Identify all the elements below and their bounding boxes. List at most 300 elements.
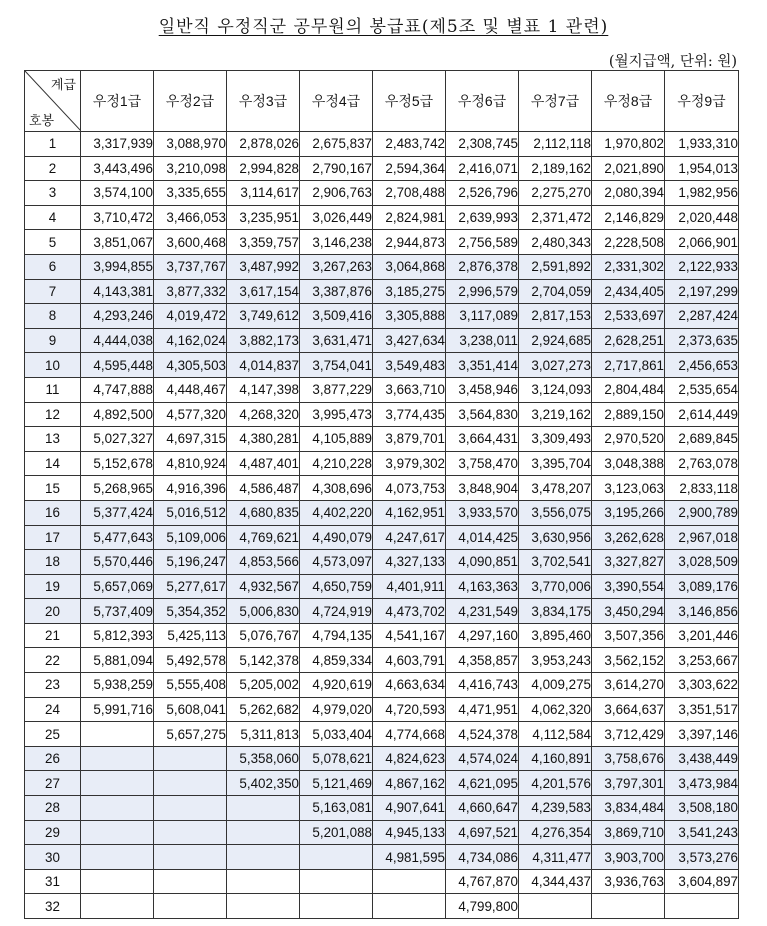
salary-cell: 3,549,483 <box>373 353 446 378</box>
salary-cell <box>373 869 446 894</box>
salary-cell: 3,235,951 <box>227 205 300 230</box>
salary-cell: 3,737,767 <box>154 254 227 279</box>
salary-cell: 4,810,924 <box>154 451 227 476</box>
salary-cell: 3,253,667 <box>665 648 739 673</box>
salary-cell: 2,900,789 <box>665 500 739 525</box>
salary-cell: 2,371,472 <box>519 205 592 230</box>
table-row <box>25 304 739 329</box>
salary-cell: 4,090,851 <box>446 550 519 575</box>
step-cell: 26 <box>25 746 81 771</box>
salary-cell: 2,628,251 <box>592 328 665 353</box>
salary-cell: 3,114,617 <box>227 181 300 206</box>
salary-cell <box>592 894 665 919</box>
salary-cell: 3,995,473 <box>300 402 373 427</box>
salary-cell <box>300 845 373 870</box>
column-header: 우정4급 <box>300 71 373 132</box>
salary-cell <box>227 820 300 845</box>
salary-cell: 5,163,081 <box>300 796 373 821</box>
salary-cell: 3,770,006 <box>519 574 592 599</box>
step-cell: 2 <box>25 156 81 181</box>
salary-cell: 3,573,276 <box>665 845 739 870</box>
salary-cell: 4,769,621 <box>227 525 300 550</box>
salary-cell: 2,967,018 <box>665 525 739 550</box>
salary-cell: 4,767,870 <box>446 869 519 894</box>
salary-cell: 3,427,634 <box>373 328 446 353</box>
step-cell: 3 <box>25 181 81 206</box>
step-cell: 14 <box>25 451 81 476</box>
salary-cell: 4,660,647 <box>446 796 519 821</box>
salary-cell: 4,201,576 <box>519 771 592 796</box>
salary-cell <box>154 894 227 919</box>
salary-cell: 4,853,566 <box>227 550 300 575</box>
salary-cell: 4,402,220 <box>300 500 373 525</box>
salary-cell: 2,373,635 <box>665 328 739 353</box>
salary-cell: 2,824,981 <box>373 205 446 230</box>
table-row <box>25 377 739 402</box>
column-header: 우정8급 <box>592 71 665 132</box>
salary-cell: 2,889,150 <box>592 402 665 427</box>
salary-cell: 3,994,855 <box>81 254 154 279</box>
salary-cell: 3,438,449 <box>665 746 739 771</box>
salary-cell: 4,308,696 <box>300 476 373 501</box>
column-header: 우정6급 <box>446 71 519 132</box>
salary-cell: 4,697,315 <box>154 427 227 452</box>
table-row <box>25 771 739 796</box>
salary-cell: 3,614,270 <box>592 673 665 698</box>
salary-cell: 2,994,828 <box>227 156 300 181</box>
salary-cell: 2,228,508 <box>592 230 665 255</box>
salary-cell: 2,833,118 <box>665 476 739 501</box>
salary-cell: 4,724,919 <box>300 599 373 624</box>
salary-cell: 3,848,904 <box>446 476 519 501</box>
salary-cell: 5,657,275 <box>154 722 227 747</box>
salary-cell: 3,210,098 <box>154 156 227 181</box>
salary-cell: 2,763,078 <box>665 451 739 476</box>
step-cell: 28 <box>25 796 81 821</box>
salary-cell: 3,443,496 <box>81 156 154 181</box>
salary-cell: 5,076,767 <box>227 623 300 648</box>
table-row <box>25 254 739 279</box>
salary-cell: 1,970,802 <box>592 132 665 157</box>
salary-cell: 3,262,628 <box>592 525 665 550</box>
table-row <box>25 205 739 230</box>
salary-cell: 3,631,471 <box>300 328 373 353</box>
salary-cell: 3,630,956 <box>519 525 592 550</box>
salary-cell: 4,448,467 <box>154 377 227 402</box>
salary-cell: 3,027,273 <box>519 353 592 378</box>
salary-cell: 4,444,038 <box>81 328 154 353</box>
salary-cell: 2,970,520 <box>592 427 665 452</box>
table-row <box>25 820 739 845</box>
salary-cell: 5,033,404 <box>300 722 373 747</box>
salary-cell: 3,541,243 <box>665 820 739 845</box>
salary-cell: 3,851,067 <box>81 230 154 255</box>
column-header: 우정1급 <box>81 71 154 132</box>
salary-cell: 5,425,113 <box>154 623 227 648</box>
salary-cell: 3,048,388 <box>592 451 665 476</box>
salary-cell: 3,201,446 <box>665 623 739 648</box>
step-cell: 19 <box>25 574 81 599</box>
salary-cell: 4,019,472 <box>154 304 227 329</box>
salary-cell: 2,591,892 <box>519 254 592 279</box>
salary-cell: 3,473,984 <box>665 771 739 796</box>
table-row <box>25 132 739 157</box>
table-row <box>25 181 739 206</box>
salary-cell: 5,268,965 <box>81 476 154 501</box>
salary-cell: 3,397,146 <box>665 722 739 747</box>
step-cell: 7 <box>25 279 81 304</box>
salary-cell: 3,749,612 <box>227 304 300 329</box>
salary-cell: 4,293,246 <box>81 304 154 329</box>
salary-cell: 2,704,059 <box>519 279 592 304</box>
salary-cell: 4,595,448 <box>81 353 154 378</box>
salary-cell: 5,262,682 <box>227 697 300 722</box>
page-title <box>0 12 767 37</box>
salary-cell: 3,834,175 <box>519 599 592 624</box>
salary-table <box>24 70 739 919</box>
salary-cell: 3,903,700 <box>592 845 665 870</box>
salary-cell: 5,657,069 <box>81 574 154 599</box>
table-row <box>25 746 739 771</box>
salary-cell: 2,456,653 <box>665 353 739 378</box>
salary-cell: 4,247,617 <box>373 525 446 550</box>
salary-cell: 4,720,593 <box>373 697 446 722</box>
table-row <box>25 402 739 427</box>
salary-cell: 2,878,026 <box>227 132 300 157</box>
salary-cell: 4,734,086 <box>446 845 519 870</box>
salary-cell: 3,309,493 <box>519 427 592 452</box>
salary-cell: 3,663,710 <box>373 377 446 402</box>
salary-cell: 3,877,229 <box>300 377 373 402</box>
salary-cell: 3,877,332 <box>154 279 227 304</box>
salary-cell: 1,954,013 <box>665 156 739 181</box>
step-cell: 24 <box>25 697 81 722</box>
salary-cell: 3,869,710 <box>592 820 665 845</box>
salary-cell: 3,834,484 <box>592 796 665 821</box>
salary-cell: 3,774,435 <box>373 402 446 427</box>
salary-cell: 4,573,097 <box>300 550 373 575</box>
salary-cell: 2,483,742 <box>373 132 446 157</box>
salary-cell: 4,305,503 <box>154 353 227 378</box>
salary-cell: 3,450,294 <box>592 599 665 624</box>
salary-cell: 2,708,488 <box>373 181 446 206</box>
salary-cell: 2,876,378 <box>446 254 519 279</box>
step-cell: 20 <box>25 599 81 624</box>
salary-cell: 5,152,678 <box>81 451 154 476</box>
salary-cell: 3,797,301 <box>592 771 665 796</box>
salary-cell: 2,275,270 <box>519 181 592 206</box>
table-row <box>25 279 739 304</box>
salary-cell: 3,458,946 <box>446 377 519 402</box>
salary-cell: 2,996,579 <box>446 279 519 304</box>
salary-cell: 3,508,180 <box>665 796 739 821</box>
salary-cell: 3,712,429 <box>592 722 665 747</box>
salary-cell: 2,689,845 <box>665 427 739 452</box>
step-cell: 10 <box>25 353 81 378</box>
salary-cell: 3,028,509 <box>665 550 739 575</box>
salary-cell: 5,938,259 <box>81 673 154 698</box>
salary-cell: 5,737,409 <box>81 599 154 624</box>
salary-cell: 5,477,643 <box>81 525 154 550</box>
salary-cell: 5,492,578 <box>154 648 227 673</box>
salary-cell: 3,359,757 <box>227 230 300 255</box>
salary-cell: 4,210,228 <box>300 451 373 476</box>
salary-cell: 4,162,951 <box>373 500 446 525</box>
table-row <box>25 722 739 747</box>
salary-cell: 5,277,617 <box>154 574 227 599</box>
column-header: 우정2급 <box>154 71 227 132</box>
salary-cell: 2,020,448 <box>665 205 739 230</box>
salary-cell: 5,358,060 <box>227 746 300 771</box>
salary-cell: 4,416,743 <box>446 673 519 698</box>
step-cell: 29 <box>25 820 81 845</box>
salary-cell: 4,774,668 <box>373 722 446 747</box>
salary-cell: 4,907,641 <box>373 796 446 821</box>
salary-cell: 3,478,207 <box>519 476 592 501</box>
salary-cell: 2,817,153 <box>519 304 592 329</box>
salary-cell: 2,717,861 <box>592 353 665 378</box>
salary-cell: 2,122,933 <box>665 254 739 279</box>
step-cell: 13 <box>25 427 81 452</box>
step-cell: 15 <box>25 476 81 501</box>
salary-cell: 3,754,041 <box>300 353 373 378</box>
salary-cell: 2,416,071 <box>446 156 519 181</box>
salary-cell: 2,080,394 <box>592 181 665 206</box>
unit-note: (월지급액, 단위: 원) <box>608 54 737 70</box>
table-row <box>25 673 739 698</box>
salary-cell: 5,812,393 <box>81 623 154 648</box>
salary-cell: 5,196,247 <box>154 550 227 575</box>
salary-cell: 3,089,176 <box>665 574 739 599</box>
table-row <box>25 427 739 452</box>
salary-cell: 3,664,637 <box>592 697 665 722</box>
salary-cell: 4,824,623 <box>373 746 446 771</box>
table-row <box>25 894 739 919</box>
column-header: 우정9급 <box>665 71 739 132</box>
salary-cell: 2,308,745 <box>446 132 519 157</box>
salary-cell: 3,604,897 <box>665 869 739 894</box>
salary-cell: 4,473,702 <box>373 599 446 624</box>
salary-cell: 4,112,584 <box>519 722 592 747</box>
salary-cell: 3,390,554 <box>592 574 665 599</box>
step-cell: 27 <box>25 771 81 796</box>
salary-cell: 3,124,093 <box>519 377 592 402</box>
table-row <box>25 550 739 575</box>
salary-cell: 3,395,704 <box>519 451 592 476</box>
salary-cell <box>154 771 227 796</box>
salary-cell: 3,617,154 <box>227 279 300 304</box>
salary-cell: 4,794,135 <box>300 623 373 648</box>
salary-cell: 4,603,791 <box>373 648 446 673</box>
salary-cell: 4,014,837 <box>227 353 300 378</box>
salary-cell: 4,358,857 <box>446 648 519 673</box>
salary-cell <box>227 845 300 870</box>
salary-cell: 4,799,800 <box>446 894 519 919</box>
salary-cell: 3,574,100 <box>81 181 154 206</box>
corner-step-label: 호봉 <box>29 113 55 128</box>
salary-cell: 4,490,079 <box>300 525 373 550</box>
salary-cell <box>154 746 227 771</box>
salary-cell: 3,600,468 <box>154 230 227 255</box>
salary-cell: 2,287,424 <box>665 304 739 329</box>
salary-cell: 3,979,302 <box>373 451 446 476</box>
salary-cell: 3,936,763 <box>592 869 665 894</box>
salary-cell: 5,991,716 <box>81 697 154 722</box>
salary-cell: 3,117,089 <box>446 304 519 329</box>
salary-cell <box>227 894 300 919</box>
salary-cell: 4,697,521 <box>446 820 519 845</box>
salary-cell: 4,143,381 <box>81 279 154 304</box>
salary-cell: 2,189,162 <box>519 156 592 181</box>
salary-cell: 4,276,354 <box>519 820 592 845</box>
salary-cell: 3,702,541 <box>519 550 592 575</box>
salary-cell: 5,608,041 <box>154 697 227 722</box>
salary-cell: 4,916,396 <box>154 476 227 501</box>
salary-cell: 3,267,263 <box>300 254 373 279</box>
salary-cell: 5,402,350 <box>227 771 300 796</box>
salary-cell: 3,317,939 <box>81 132 154 157</box>
salary-cell: 3,895,460 <box>519 623 592 648</box>
column-header: 우정3급 <box>227 71 300 132</box>
salary-cell: 4,663,634 <box>373 673 446 698</box>
salary-cell <box>519 894 592 919</box>
salary-cell: 2,533,697 <box>592 304 665 329</box>
salary-cell: 4,859,334 <box>300 648 373 673</box>
salary-cell: 4,344,437 <box>519 869 592 894</box>
step-cell: 16 <box>25 500 81 525</box>
table-row <box>25 796 739 821</box>
salary-cell: 2,944,873 <box>373 230 446 255</box>
step-cell: 9 <box>25 328 81 353</box>
salary-cell: 1,982,956 <box>665 181 739 206</box>
salary-cell <box>81 796 154 821</box>
salary-cell: 5,016,512 <box>154 500 227 525</box>
table-row <box>25 230 739 255</box>
salary-cell: 5,205,002 <box>227 673 300 698</box>
corner-cell <box>25 71 81 132</box>
table-row <box>25 648 739 673</box>
step-cell: 5 <box>25 230 81 255</box>
salary-cell: 2,480,343 <box>519 230 592 255</box>
salary-cell: 5,311,813 <box>227 722 300 747</box>
table-row <box>25 500 739 525</box>
salary-cell: 4,680,835 <box>227 500 300 525</box>
salary-cell: 4,920,619 <box>300 673 373 698</box>
salary-cell: 5,109,006 <box>154 525 227 550</box>
salary-cell: 4,487,401 <box>227 451 300 476</box>
salary-cell: 4,747,888 <box>81 377 154 402</box>
salary-cell: 3,710,472 <box>81 205 154 230</box>
salary-cell: 5,201,088 <box>300 820 373 845</box>
salary-cell: 4,979,020 <box>300 697 373 722</box>
salary-cell: 4,162,024 <box>154 328 227 353</box>
salary-cell <box>227 869 300 894</box>
salary-cell: 4,577,320 <box>154 402 227 427</box>
salary-cell <box>81 845 154 870</box>
column-header: 우정5급 <box>373 71 446 132</box>
salary-cell: 3,933,570 <box>446 500 519 525</box>
salary-cell: 3,882,173 <box>227 328 300 353</box>
salary-cell: 4,009,275 <box>519 673 592 698</box>
salary-cell: 4,892,500 <box>81 402 154 427</box>
table-row <box>25 451 739 476</box>
title-text: 일반직 우정직군 공무원의 봉급표(제5조 및 별표 1 관련) <box>158 17 609 37</box>
salary-cell: 3,185,275 <box>373 279 446 304</box>
table-row <box>25 697 739 722</box>
salary-cell: 4,380,281 <box>227 427 300 452</box>
salary-cell: 5,078,621 <box>300 746 373 771</box>
salary-cell: 3,146,856 <box>665 599 739 624</box>
salary-cell: 3,466,053 <box>154 205 227 230</box>
step-cell: 23 <box>25 673 81 698</box>
salary-cell <box>81 869 154 894</box>
salary-cell: 2,804,484 <box>592 377 665 402</box>
salary-cell: 2,790,167 <box>300 156 373 181</box>
salary-cell: 3,351,517 <box>665 697 739 722</box>
salary-cell: 4,147,398 <box>227 377 300 402</box>
salary-cell: 3,064,868 <box>373 254 446 279</box>
salary-cell: 2,535,654 <box>665 377 739 402</box>
step-cell: 11 <box>25 377 81 402</box>
salary-cell <box>373 894 446 919</box>
salary-cell: 4,062,320 <box>519 697 592 722</box>
salary-cell <box>81 746 154 771</box>
table-row <box>25 476 739 501</box>
step-cell: 8 <box>25 304 81 329</box>
salary-cell: 3,758,470 <box>446 451 519 476</box>
salary-cell: 2,066,901 <box>665 230 739 255</box>
salary-cell: 2,197,299 <box>665 279 739 304</box>
salary-cell: 4,014,425 <box>446 525 519 550</box>
salary-cell: 4,327,133 <box>373 550 446 575</box>
salary-cell: 4,621,095 <box>446 771 519 796</box>
column-header: 우정7급 <box>519 71 592 132</box>
salary-cell: 5,006,830 <box>227 599 300 624</box>
step-cell: 4 <box>25 205 81 230</box>
salary-cell: 3,351,414 <box>446 353 519 378</box>
salary-cell <box>154 796 227 821</box>
step-cell: 32 <box>25 894 81 919</box>
salary-cell: 3,219,162 <box>519 402 592 427</box>
corner-grade-label: 계급 <box>50 77 76 92</box>
salary-cell: 4,105,889 <box>300 427 373 452</box>
salary-cell <box>227 796 300 821</box>
salary-cell: 2,594,364 <box>373 156 446 181</box>
step-cell: 17 <box>25 525 81 550</box>
salary-cell: 3,879,701 <box>373 427 446 452</box>
header-row <box>25 71 739 132</box>
salary-cell: 2,112,118 <box>519 132 592 157</box>
salary-cell: 2,434,405 <box>592 279 665 304</box>
salary-cell: 2,906,763 <box>300 181 373 206</box>
step-cell: 6 <box>25 254 81 279</box>
table-row <box>25 525 739 550</box>
salary-cell <box>300 869 373 894</box>
salary-cell: 5,121,469 <box>300 771 373 796</box>
step-cell: 21 <box>25 623 81 648</box>
table-row <box>25 353 739 378</box>
salary-cell: 5,354,352 <box>154 599 227 624</box>
step-cell: 18 <box>25 550 81 575</box>
salary-cell: 5,377,424 <box>81 500 154 525</box>
salary-cell: 4,163,363 <box>446 574 519 599</box>
salary-cell: 4,239,583 <box>519 796 592 821</box>
salary-cell <box>81 894 154 919</box>
salary-cell: 3,953,243 <box>519 648 592 673</box>
salary-cell <box>81 722 154 747</box>
salary-cell: 2,639,993 <box>446 205 519 230</box>
salary-cell: 4,231,549 <box>446 599 519 624</box>
